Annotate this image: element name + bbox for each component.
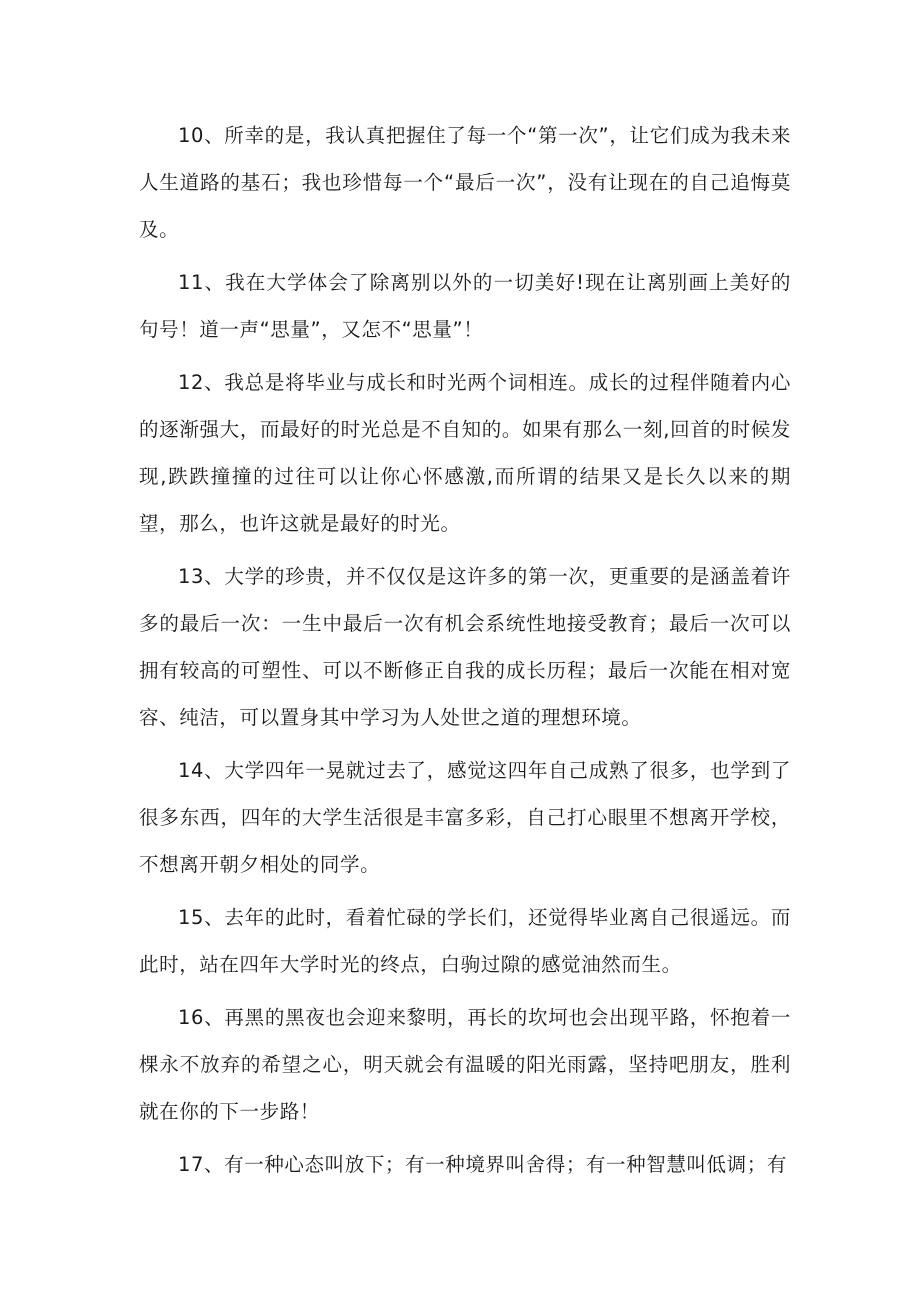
document-body: [139, 112, 791, 1194]
paragraph-10: 10、所幸的是，我认真把握住了每一个“第一次”，让它们成为我未来人生道路的基石；我也珍惜每一个“最后一次”，没有让现在的自己追悔莫及。: [139, 124, 791, 241]
paragraph-15: 15、去年的此时，看着忙碌的学长们，还觉得毕业离自己很遥远。而此时，站在四年大学时光的终点，白驹过隙的感觉油然而生。: [139, 906, 791, 976]
paragraph-16: 16、再黑的黑夜也会迎来黎明，再长的坎坷也会出现平路，怀抱着一棵永不放弃的希望之心，明天就会有温暖的阳光雨露，坚持吧朋友，胜利就在你的下一步路！: [139, 1006, 791, 1123]
paragraph-13: 13、大学的珍贵，并不仅仅是这许多的第一次，更重要的是涵盖着许多的最后一次：一生中最后一次有机会系统性地接受教育；最后一次可以拥有较高的可塑性、可以不断修正自我的成长历程；最后一次能在相对宽容、纯洁，可以置身其中学习为人处世之道的理想环境。: [139, 565, 791, 729]
paragraph-11: 11、我在大学体会了除离别以外的一切美好!现在让离别画上美好的句号！道一声“思量”，又怎不“思量”！: [139, 271, 791, 341]
paragraph-12: 12、我总是将毕业与成长和时光两个词相连。成长的过程伴随着内心的逐渐强大，而最好的时光总是不自知的。如果有那么一刻,回首的时候发现,跌跌撞撞的过往可以让你心怀感激,而所谓的结果又是长久以来的期望，那么，也许这就是最好的时光。: [139, 371, 791, 535]
paragraph-14: 14、大学四年一晃就过去了，感觉这四年自己成熟了很多，也学到了很多东西，四年的大学生活很是丰富多彩，自己打心眼里不想离开学校，不想离开朝夕相处的同学。: [139, 759, 791, 876]
paragraph-17: 17、有一种心态叫放下；有一种境界叫舍得；有一种智慧叫低调；有: [178, 1153, 787, 1176]
